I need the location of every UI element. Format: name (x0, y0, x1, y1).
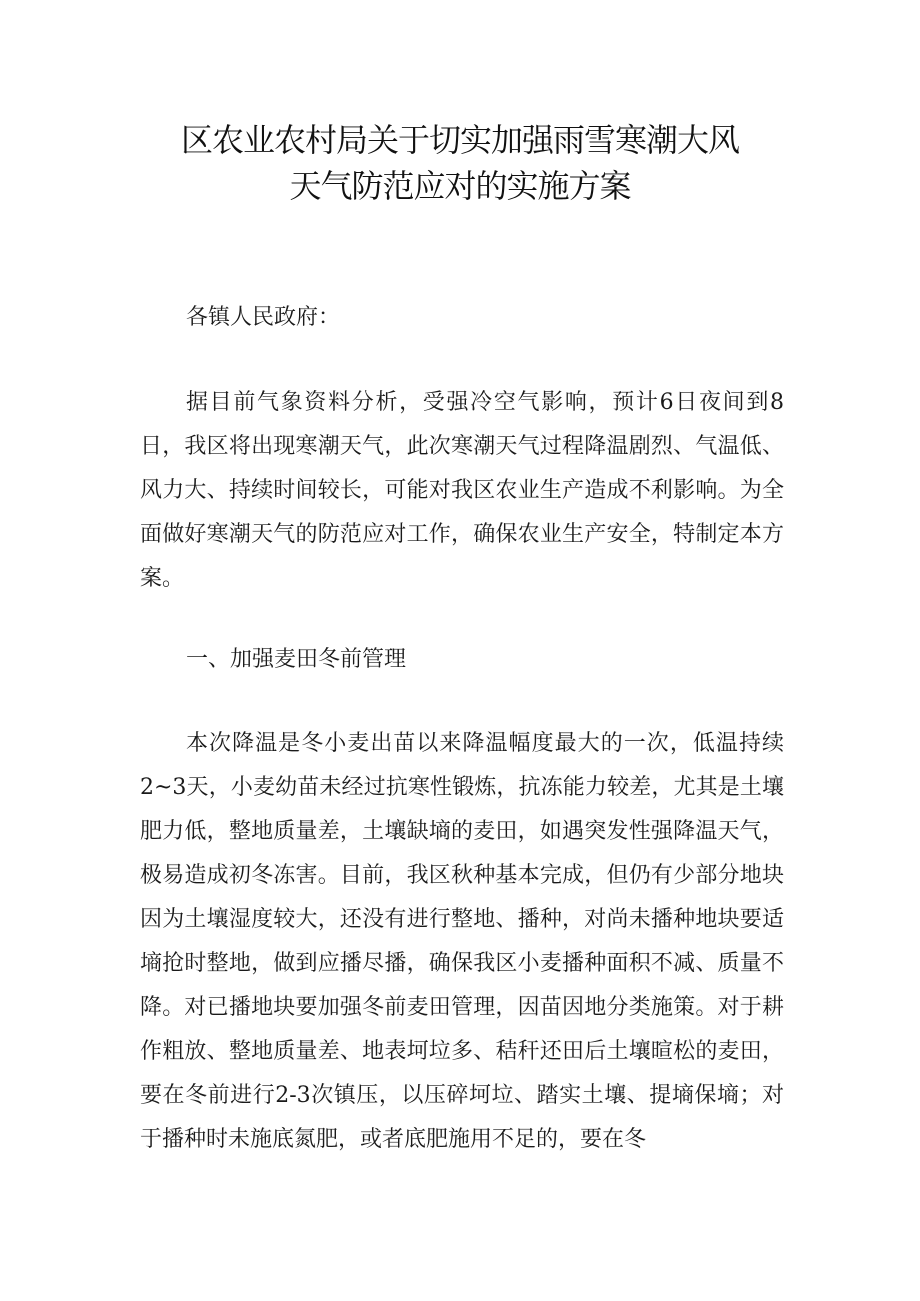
salutation: 各镇人民政府： (186, 305, 341, 330)
document-title-line-2: 天气防范应对的实施方案 (289, 167, 631, 205)
section-heading-1: 一、加强麦田冬前管理 (186, 647, 407, 672)
paragraph-section-1: 本次降温是冬小麦出苗以来降温幅度最大的一次，低温持续2~3天，小麦幼苗未经过抗寒性锻炼，抗冻能力较差，尤其是土壤肥力低，整地质量差，土壤缺墒的麦田，如遇突发性强降温天气，极易造成初冬冻害。目前，我区秋种基本完成，但仍有少部分地块因为土壤湿度较大，还没有进行整地、播种，对尚未播种地块要适墒抢时整地，做到应播尽播，确保我区小麦播种面积不减、质量不降。对已播地块要加强冬前麦田管理，因苗因地分类施策。对于耕作粗放、整地质量差、地表坷垃多、秸秆还田后土壤暄松的麦田，要在冬前进行2-3次镇压，以压碎坷垃、踏实土壤、提墒保墒；对于播种时未施底氮肥，或者底肥施用不足的，要在冬 (140, 731, 784, 1152)
document-title-line-1: 区农业农村局关于切实加强雨雪寒潮大风 (180, 121, 739, 159)
paragraph-intro: 据目前气象资料分析，受强冷空气影响，预计6日夜间到8日，我区将出现寒潮天气，此次寒潮天气过程降温剧烈、气温低、风力大、持续时间较长，可能对我区农业生产造成不利影响。为全面做好寒潮天气的防范应对工作，确保农业生产安全，特制定本方案。 (140, 390, 784, 591)
